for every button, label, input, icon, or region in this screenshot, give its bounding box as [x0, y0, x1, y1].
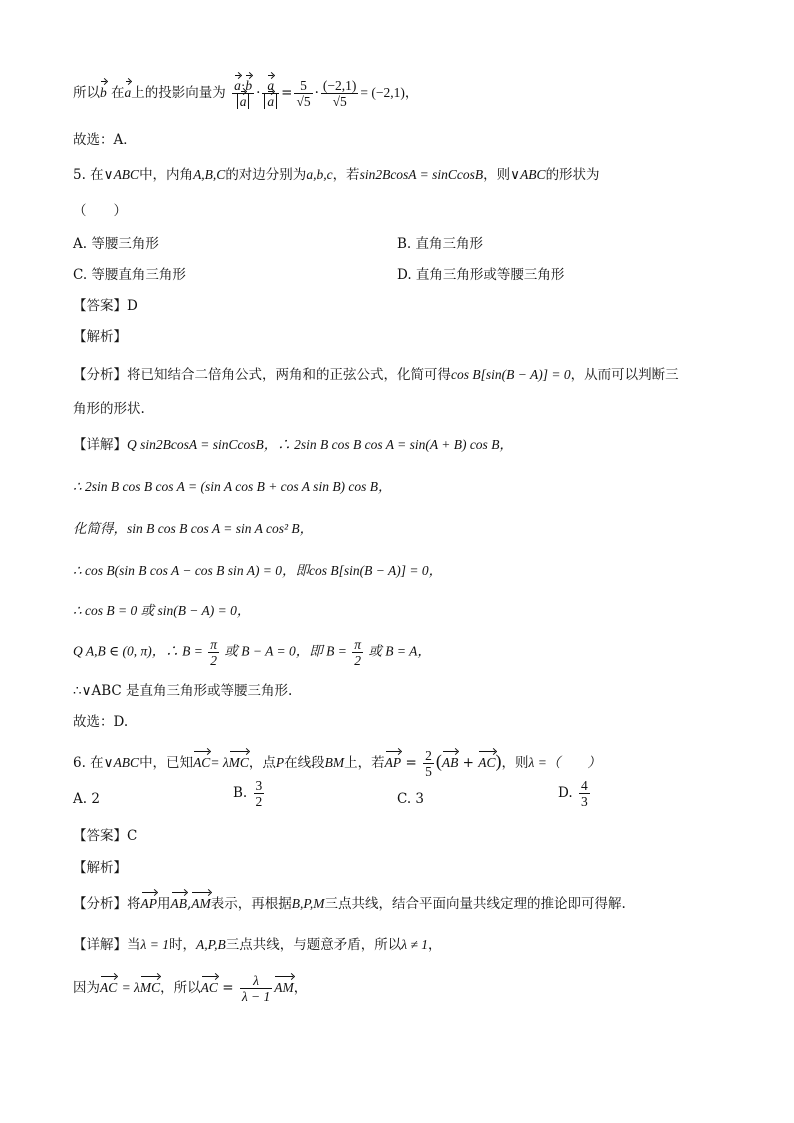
- numerator: π: [354, 637, 361, 652]
- option-b: [233, 778, 266, 809]
- text: ，: [427, 937, 442, 953]
- numerator: 4: [580, 778, 588, 793]
- option-c: C. 3: [397, 791, 425, 807]
- option-label: D.: [558, 785, 573, 801]
- denominator: 5: [425, 764, 432, 779]
- detail-label: 【详解】: [73, 437, 127, 453]
- vector-ac: AC: [193, 755, 211, 770]
- text: 三点共线，与题意矛盾，所以: [225, 937, 402, 953]
- lambda-fraction: [240, 973, 272, 1004]
- choice-line: 故选：A．: [73, 132, 137, 148]
- fraction: [294, 78, 312, 109]
- pi-over-2: [208, 637, 219, 668]
- detail-1: [73, 936, 441, 954]
- denominator: 3: [580, 794, 588, 809]
- formula: = λ: [210, 755, 229, 770]
- vector-b: b: [100, 85, 107, 100]
- vector-ac: AC: [200, 980, 218, 995]
- text: 在线段: [284, 755, 325, 771]
- vector-ab: AB: [170, 896, 187, 911]
- text: 在: [111, 85, 125, 101]
- detail-5: ∴ cos B = 0 或 sin(B − A) = 0，: [73, 603, 251, 618]
- numerator: π: [210, 637, 217, 652]
- vector-ap: AP: [384, 755, 402, 770]
- denominator: 2: [210, 653, 217, 668]
- triangle: ABC: [520, 167, 546, 182]
- two-fifths: [423, 748, 434, 779]
- projection-coefficient: $\frac{a\cdot b}{a}$: [234, 78, 253, 109]
- option-a: A. 2: [73, 791, 100, 807]
- detail-2: ∴ 2sin B cos B cos A = (sin A cos B + cos A sin B) cos B，: [73, 479, 392, 494]
- numerator: λ: [240, 973, 272, 989]
- text: ，: [293, 980, 308, 996]
- vector-b: b: [245, 78, 253, 93]
- three-halves: [254, 778, 265, 809]
- text: ，从而可以判断三: [570, 367, 679, 383]
- numerator: 3: [255, 778, 263, 793]
- conclusion: ∴∨ABC 是直角三角形或等腰三角形.: [73, 683, 293, 699]
- option-d: [558, 778, 592, 809]
- text: 上的投影向量为: [131, 85, 226, 101]
- option-b: B. 直角三角形: [397, 236, 484, 252]
- vector-a: a: [124, 85, 132, 100]
- denominator: √5: [332, 94, 347, 109]
- text: 中，内角: [139, 167, 194, 183]
- detail-3: 化简得，sin B cos B cos A = sin A cos² B，: [73, 521, 314, 536]
- formula: 或 B = A，: [368, 643, 431, 659]
- denominator: 2: [354, 653, 361, 668]
- text: 6. 在∨: [73, 755, 114, 771]
- analysis: 【分析】将AP用AB,AM表示，再根据B,P,M三点共线，结合平面向量共线定理的推论即可得解.: [73, 896, 626, 912]
- text: ，点: [248, 755, 276, 771]
- formula: 或 B − A = 0，即 B =: [224, 643, 347, 659]
- detail-1: [73, 436, 513, 454]
- text: ，则: [501, 755, 529, 771]
- question-5-stem: [73, 166, 600, 184]
- detail-4: ∴ cos B(sin B cos A − cos B sin A) = 0，即cos B[sin(B − A)] = 0，: [73, 563, 443, 578]
- text: 【分析】将: [73, 896, 141, 912]
- jiexi-label: 【解析】: [73, 860, 127, 876]
- text: ，所以: [160, 980, 201, 996]
- numerator: (−2,1): [322, 78, 357, 93]
- text: 【详解】当: [73, 937, 141, 953]
- text: 因为: [73, 980, 100, 996]
- plus: +: [462, 755, 474, 771]
- vector-mc: MC: [139, 980, 161, 995]
- option-d: D. 直角三角形或等腰三角形: [397, 267, 565, 283]
- numerator: 2: [425, 748, 432, 763]
- text: ，则∨: [483, 167, 521, 183]
- text: 所以: [73, 85, 100, 101]
- unit-vector: [262, 78, 279, 109]
- sides: a,b,c: [306, 167, 333, 182]
- formula: cos B[sin(B − A)] = 0: [451, 367, 571, 382]
- vector-ab: AB: [441, 755, 459, 770]
- numerator: 5: [294, 78, 312, 94]
- text: 5. 在∨: [73, 167, 114, 183]
- formula: Q A,B ∈ (0, π)，∴ B =: [73, 643, 203, 659]
- vector-a: a: [267, 94, 275, 109]
- vector-mc: MC: [228, 755, 249, 770]
- four-thirds: [579, 778, 590, 809]
- detail-6: [73, 637, 431, 668]
- lambda: λ =（ ）: [528, 755, 601, 770]
- points: B,P,M: [291, 896, 325, 911]
- projection-line: 所以b 在a上的投影向量为 $\frac{a\cdot b}{a}$ · $\frac{a}{a}$ = $\frac{5}{√5}$ · $\frac{(-2,1)}{√5}$ = (−2,1)，: [73, 78, 419, 109]
- text: 时，: [168, 937, 196, 953]
- point-p: P: [275, 755, 285, 770]
- vector-am: AM: [274, 980, 294, 995]
- result: = (−2,1)，: [360, 85, 419, 100]
- text: 上，若: [344, 755, 385, 771]
- answer: 【答案】C: [73, 828, 138, 844]
- formula: Q sin2BcosA = sinCcosB，∴ 2sin B cos B cos A = sin(A + B) cos B，: [127, 437, 513, 452]
- vector-a: a: [234, 78, 241, 93]
- text: ，若: [332, 167, 360, 183]
- angles: A,B,C: [193, 167, 226, 182]
- vector-ap: AP: [140, 896, 157, 911]
- pi-over-2: [352, 637, 363, 668]
- condition: sin2BcosA = sinCcosB: [359, 167, 484, 182]
- formula: λ = 1: [140, 937, 169, 952]
- text: 【分析】将已知结合二倍角公式，两角和的正弦公式，化简可得: [73, 367, 451, 383]
- triangle: ABC: [113, 755, 140, 770]
- text: 的形状为: [545, 167, 600, 183]
- vector-ac: AC: [478, 755, 496, 770]
- text: 表示，再根据: [210, 896, 292, 912]
- fraction: [321, 78, 358, 109]
- text: 中，已知: [139, 755, 194, 771]
- choice-line: 故选：D.: [73, 714, 129, 730]
- analysis-cont: 角形的形状.: [73, 401, 145, 417]
- option-label: B.: [233, 785, 248, 801]
- denominator: 2: [255, 794, 263, 809]
- option-a: A. 等腰三角形: [73, 236, 159, 252]
- analysis: [73, 366, 679, 384]
- text: 用: [157, 896, 171, 912]
- jiexi-label: 【解析】: [73, 329, 127, 345]
- formula: λ ≠ 1: [401, 937, 428, 952]
- text: 的对边分别为: [225, 167, 307, 183]
- answer-paren: （ ）: [73, 203, 127, 219]
- denominator: √5: [296, 94, 311, 109]
- answer: 【答案】D: [73, 298, 138, 314]
- detail-2: 因为AC = λMC，所以AC = $\frac{\lambda}{\lambda - 1}$ AM，: [73, 973, 308, 1004]
- question-6-stem: 6. 在∨ABC中，已知AC= λMC，点P在线段BM上，若AP = $\frac{2}{5}$ (AB + AC)，则λ =（ ）: [73, 748, 601, 779]
- vector-ac: AC: [100, 980, 118, 995]
- formula: = λ: [121, 980, 140, 995]
- text: 三点共线，结合平面向量共线定理的推论即可得解.: [324, 896, 626, 912]
- segment-bm: BM: [324, 755, 345, 770]
- triangle: ABC: [113, 167, 140, 182]
- vector-am: AM: [191, 896, 211, 911]
- option-c: C. 等腰直角三角形: [73, 267, 186, 283]
- vector-a: a: [267, 78, 275, 93]
- vector-a: a: [239, 94, 247, 109]
- points: A,P,B: [195, 937, 226, 952]
- denominator: λ − 1: [241, 989, 271, 1004]
